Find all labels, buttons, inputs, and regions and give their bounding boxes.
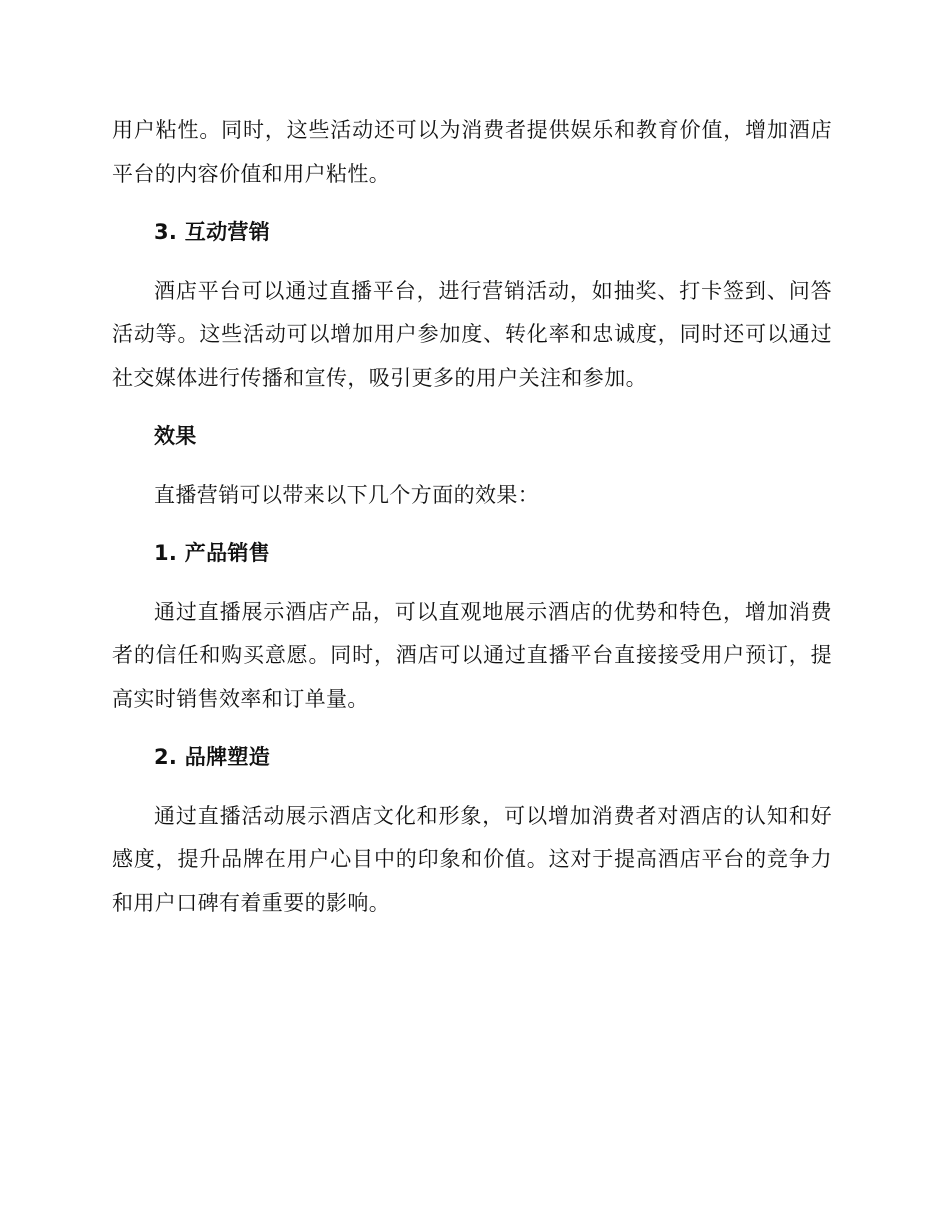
section-heading-interactive-marketing: 3. 互动营销 bbox=[154, 220, 270, 244]
section-heading-effects: 效果 bbox=[154, 424, 197, 448]
section-heading-product-sales: 1. 产品销售 bbox=[154, 541, 270, 565]
paragraph-effects-intro: 直播营销可以带来以下几个方面的效果： bbox=[154, 482, 540, 507]
document-body bbox=[112, 109, 832, 940]
paragraph-brand-building: 通过直播活动展示酒店文化和形象，可以增加消费者对酒店的认知和好感度，提升品牌在用户心目中的印象和价值。这对于提高酒店平台的竞争力和用户口碑有着重要的影响。 bbox=[112, 803, 832, 915]
paragraph-product-sales: 通过直播展示酒店产品，可以直观地展示酒店的优势和特色，增加消费者的信任和购买意愿。同时，酒店可以通过直播平台直接接受用户预订，提高实时销售效率和订单量。 bbox=[112, 599, 832, 711]
paragraph-user-stickiness: 用户粘性。同时，这些活动还可以为消费者提供娱乐和教育价值，增加酒店平台的内容价值和用户粘性。 bbox=[112, 118, 832, 186]
paragraph-interactive-marketing: 酒店平台可以通过直播平台，进行营销活动，如抽奖、打卡签到、问答活动等。这些活动可以增加用户参加度、转化率和忠诚度，同时还可以通过社交媒体进行传播和宣传，吸引更多的用户关注和参加。 bbox=[112, 278, 832, 390]
section-heading-brand-building: 2. 品牌塑造 bbox=[154, 745, 270, 769]
